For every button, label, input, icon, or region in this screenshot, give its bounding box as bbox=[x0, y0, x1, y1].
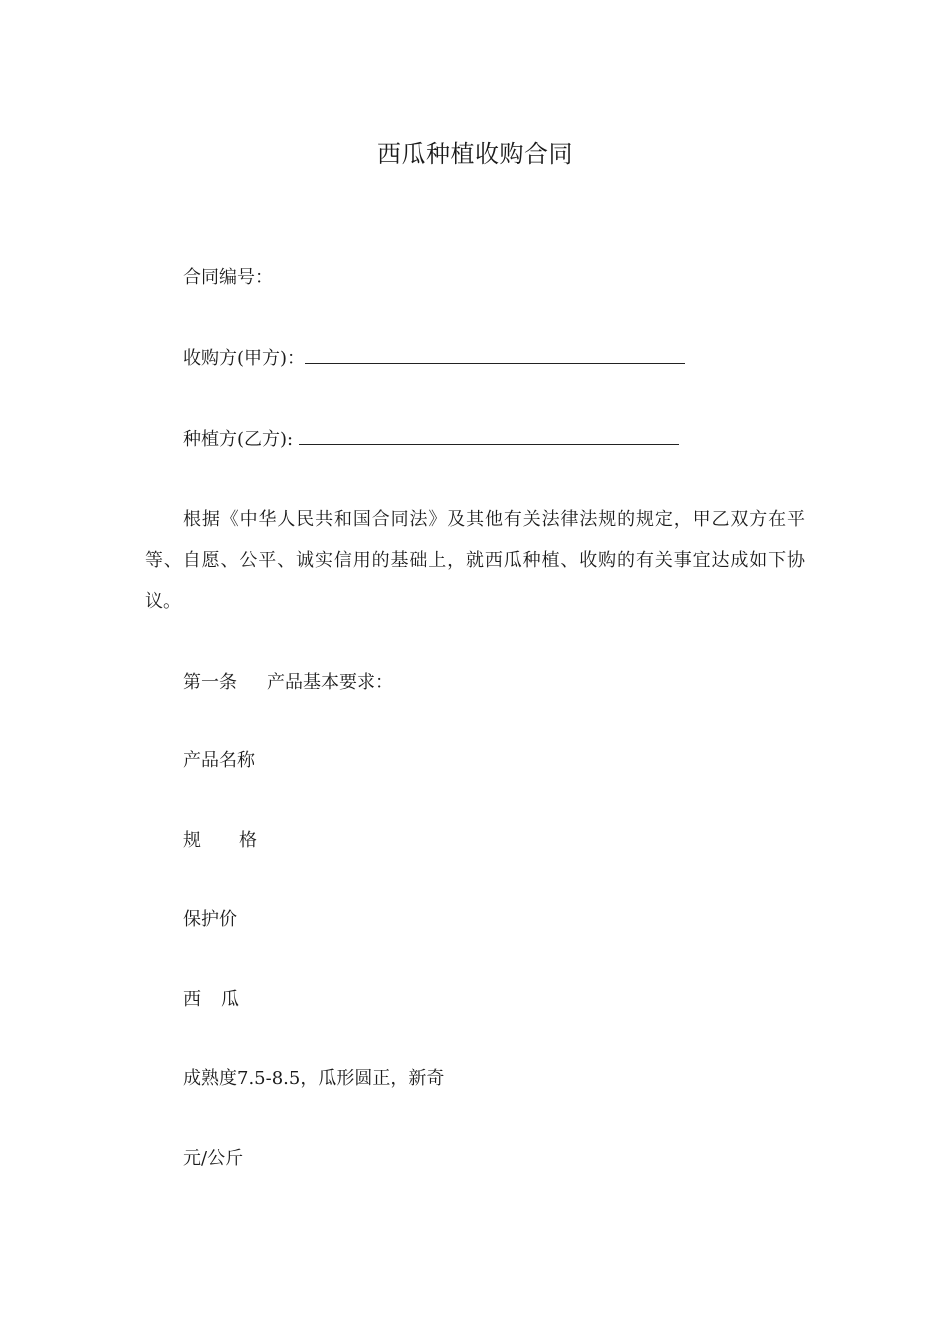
buyer-blank[interactable] bbox=[305, 345, 685, 364]
product-name-label: 产品名称 bbox=[183, 750, 255, 771]
spec-label-char-2: 格 bbox=[239, 830, 257, 851]
document-title: 西瓜种植收购合同 bbox=[377, 140, 573, 168]
spec-label-char-1: 规 bbox=[183, 830, 201, 851]
buyer-line bbox=[183, 345, 685, 371]
grower-blank[interactable] bbox=[299, 426, 679, 445]
grower-label: 种植方(乙方): bbox=[183, 429, 299, 450]
spec-value: 成熟度7.5-8.5，瓜形圆正，新奇 bbox=[183, 1068, 445, 1089]
contract-number-label: 合同编号： bbox=[183, 267, 273, 288]
article-1-title: 产品基本要求： bbox=[267, 672, 393, 693]
unit-value: 元/公斤 bbox=[183, 1148, 244, 1169]
grower-line bbox=[183, 426, 679, 452]
article-1-number: 第一条 bbox=[183, 672, 237, 693]
buyer-label: 收购方(甲方)： bbox=[183, 348, 306, 369]
protect-price-label: 保护价 bbox=[183, 909, 237, 930]
spec-label bbox=[183, 829, 257, 853]
article-1-heading bbox=[183, 671, 393, 695]
contract-number-line bbox=[183, 266, 273, 290]
watermelon-char-1: 西 bbox=[183, 989, 201, 1010]
intro-paragraph: 根据《中华人民共和国合同法》及其他有关法律法规的规定，甲乙双方在平等、自愿、公平、诚实信用的基础上，就西瓜种植、收购的有关事宜达成如下协议。 bbox=[145, 509, 805, 612]
watermelon-char-2: 瓜 bbox=[221, 989, 239, 1010]
watermelon-label bbox=[183, 988, 239, 1012]
